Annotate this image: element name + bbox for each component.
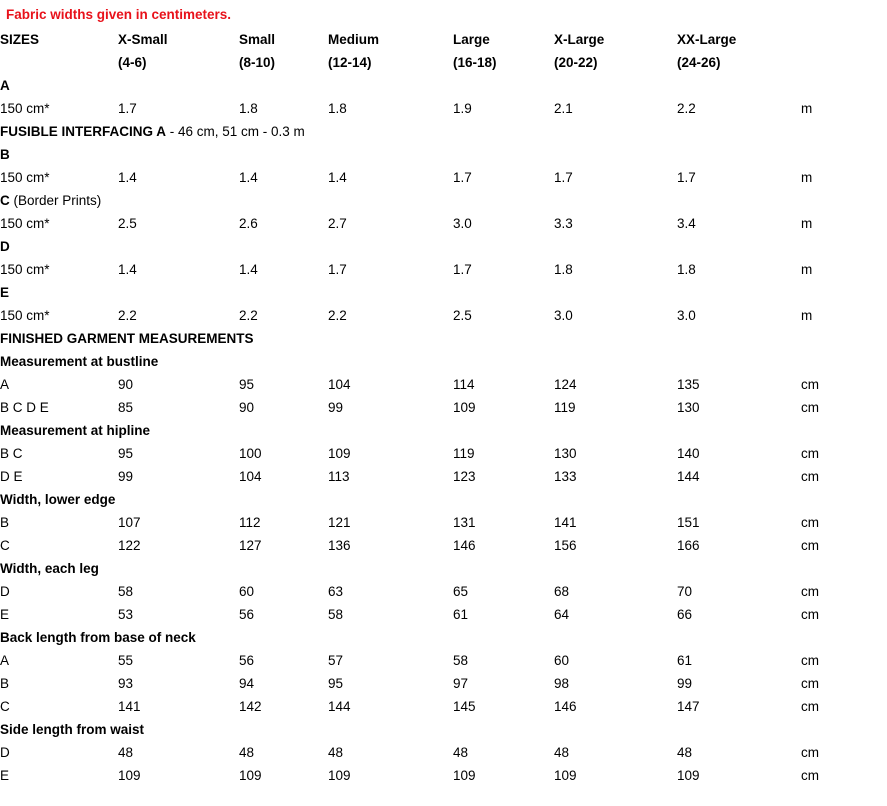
value-cell: 48: [453, 745, 469, 760]
value-cell: 3.4: [677, 216, 696, 231]
size-range: (16-18): [453, 55, 497, 70]
value-cell: 140: [677, 446, 700, 461]
row-label: C: [0, 699, 10, 714]
value-cell: 60: [239, 584, 255, 599]
table-row: [0, 764, 870, 787]
value-cell: 133: [554, 469, 577, 484]
value-cell: 1.7: [677, 170, 696, 185]
table-row: [0, 396, 870, 419]
value-cell: 1.4: [118, 170, 137, 185]
value-cell: 2.7: [328, 216, 347, 231]
value-cell: 121: [328, 515, 351, 530]
unit-cell: cm: [801, 538, 819, 553]
unit-cell: cm: [801, 469, 819, 484]
unit-cell: m: [801, 216, 813, 231]
value-cell: 95: [239, 377, 255, 392]
table-body: [0, 28, 870, 787]
value-cell: 112: [239, 515, 261, 530]
value-cell: 53: [118, 607, 134, 622]
value-cell: 3.3: [554, 216, 573, 231]
value-cell: 109: [239, 768, 262, 783]
value-cell: 56: [239, 607, 255, 622]
size-range: (20-22): [554, 55, 598, 70]
value-cell: 109: [677, 768, 700, 783]
value-cell: 65: [453, 584, 469, 599]
unit-cell: cm: [801, 653, 819, 668]
unit-cell: cm: [801, 676, 819, 691]
value-cell: 94: [239, 676, 255, 691]
unit-cell: cm: [801, 400, 819, 415]
value-cell: 1.4: [239, 262, 258, 277]
row-label: 150 cm*: [0, 170, 50, 185]
value-cell: 109: [453, 400, 476, 415]
unit-cell: m: [801, 308, 813, 323]
size-header: Small: [239, 32, 276, 47]
section-heading-label: Measurement at hipline: [0, 423, 151, 438]
table-row: [0, 534, 870, 557]
value-cell: 90: [239, 400, 255, 415]
size-header: Medium: [328, 32, 380, 47]
value-cell: 109: [328, 446, 351, 461]
unit-cell: m: [801, 101, 813, 116]
value-cell: 90: [118, 377, 134, 392]
value-cell: 1.4: [239, 170, 258, 185]
section-heading: [0, 281, 870, 304]
value-cell: 142: [239, 699, 262, 714]
unit-cell: cm: [801, 607, 819, 622]
value-cell: 100: [239, 446, 262, 461]
value-cell: 97: [453, 676, 469, 691]
value-cell: 123: [453, 469, 476, 484]
value-cell: 141: [118, 699, 141, 714]
section-heading-label: E: [0, 285, 10, 300]
table-row: [0, 212, 870, 235]
value-cell: 130: [554, 446, 577, 461]
value-cell: 60: [554, 653, 570, 668]
section-heading-label: A: [0, 78, 10, 93]
section-heading-row: [0, 189, 870, 212]
section-heading: [0, 189, 870, 212]
row-label: E: [0, 768, 10, 783]
yardage-table: [0, 28, 870, 787]
section-heading-row: [0, 718, 870, 741]
unit-cell: cm: [801, 699, 819, 714]
section-heading-row: [0, 143, 870, 166]
value-cell: 93: [118, 676, 134, 691]
section-heading-label: FUSIBLE INTERFACING A: [0, 124, 167, 139]
value-cell: 2.1: [554, 101, 573, 116]
section-heading-row: [0, 626, 870, 649]
section-heading: [0, 350, 870, 373]
row-label: A: [0, 377, 10, 392]
value-cell: 109: [328, 768, 351, 783]
value-cell: 66: [677, 607, 693, 622]
value-cell: 61: [453, 607, 469, 622]
table-row: [0, 580, 870, 603]
value-cell: 109: [453, 768, 476, 783]
value-cell: 99: [328, 400, 344, 415]
section-heading: [0, 120, 870, 143]
value-cell: 2.5: [118, 216, 137, 231]
value-cell: 1.8: [239, 101, 258, 116]
value-cell: 48: [118, 745, 134, 760]
section-heading-label: D: [0, 239, 10, 254]
value-cell: 109: [554, 768, 577, 783]
section-heading: [0, 488, 870, 511]
empty-cell: [801, 28, 870, 51]
empty-cell: [801, 51, 870, 74]
value-cell: 3.0: [554, 308, 573, 323]
table-row: [0, 649, 870, 672]
empty-cell: [0, 51, 118, 74]
value-cell: 130: [677, 400, 700, 415]
section-heading-row: [0, 350, 870, 373]
value-cell: 107: [118, 515, 141, 530]
row-label: B: [0, 515, 10, 530]
value-cell: 146: [453, 538, 476, 553]
row-label: C: [0, 538, 10, 553]
row-label: 150 cm*: [0, 308, 50, 323]
unit-cell: cm: [801, 446, 819, 461]
value-cell: 146: [554, 699, 577, 714]
table-row: [0, 304, 870, 327]
section-heading-label: FINISHED GARMENT MEASUREMENTS: [0, 331, 254, 346]
section-heading: [0, 718, 870, 741]
section-heading-row: [0, 235, 870, 258]
value-cell: 166: [677, 538, 700, 553]
section-heading-row: [0, 557, 870, 580]
section-heading-row: [0, 327, 870, 350]
value-cell: 2.2: [328, 308, 347, 323]
sizes-label: SIZES: [0, 32, 40, 47]
value-cell: 1.4: [118, 262, 137, 277]
value-cell: 2.6: [239, 216, 258, 231]
table-row: [0, 672, 870, 695]
value-cell: 127: [239, 538, 262, 553]
table-row: [0, 465, 870, 488]
section-heading-label: Width, each leg: [0, 561, 99, 576]
section-heading-row: [0, 488, 870, 511]
value-cell: 48: [239, 745, 255, 760]
value-cell: 98: [554, 676, 570, 691]
section-heading-label: B: [0, 147, 10, 162]
value-cell: 136: [328, 538, 351, 553]
unit-cell: cm: [801, 584, 819, 599]
value-cell: 113: [328, 469, 350, 484]
row-label: 150 cm*: [0, 216, 50, 231]
row-label: D E: [0, 469, 23, 484]
value-cell: 68: [554, 584, 570, 599]
size-header: Large: [453, 32, 490, 47]
value-cell: 141: [554, 515, 577, 530]
value-cell: 99: [118, 469, 134, 484]
value-cell: 135: [677, 377, 700, 392]
value-cell: 3.0: [677, 308, 696, 323]
row-label: B C: [0, 446, 23, 461]
section-heading-label: C: [0, 193, 10, 208]
section-heading-note: (Border Prints): [9, 193, 102, 208]
value-cell: 145: [453, 699, 476, 714]
unit-cell: cm: [801, 377, 819, 392]
section-heading-row: [0, 281, 870, 304]
value-cell: 114: [453, 377, 475, 392]
table-row: [0, 258, 870, 281]
value-cell: 56: [239, 653, 255, 668]
value-cell: 124: [554, 377, 577, 392]
value-cell: 99: [677, 676, 693, 691]
value-cell: 1.7: [118, 101, 137, 116]
table-row: [0, 603, 870, 626]
value-cell: 2.2: [118, 308, 137, 323]
value-cell: 3.0: [453, 216, 472, 231]
row-label: B C D E: [0, 400, 49, 415]
size-range: (24-26): [677, 55, 721, 70]
value-cell: 104: [239, 469, 262, 484]
value-cell: 1.4: [328, 170, 347, 185]
row-label: 150 cm*: [0, 262, 50, 277]
value-cell: 1.8: [328, 101, 347, 116]
value-cell: 58: [453, 653, 469, 668]
value-cell: 2.5: [453, 308, 472, 323]
section-heading: [0, 419, 870, 442]
value-cell: 85: [118, 400, 134, 415]
row-label: A: [0, 653, 10, 668]
value-cell: 151: [677, 515, 700, 530]
sizes-header-row: [0, 28, 870, 51]
value-cell: 95: [118, 446, 134, 461]
unit-cell: cm: [801, 515, 819, 530]
section-heading-row: [0, 120, 870, 143]
size-range-row: [0, 51, 870, 74]
value-cell: 57: [328, 653, 344, 668]
size-header: X-Small: [118, 32, 168, 47]
section-heading-row: [0, 419, 870, 442]
size-range: (8-10): [239, 55, 276, 70]
value-cell: 48: [328, 745, 344, 760]
row-label: 150 cm*: [0, 101, 50, 116]
section-heading-note: - 46 cm, 51 cm - 0.3 m: [166, 124, 305, 139]
value-cell: 58: [328, 607, 344, 622]
table-row: [0, 97, 870, 120]
value-cell: 1.8: [554, 262, 573, 277]
table-row: [0, 741, 870, 764]
size-range: (4-6): [118, 55, 147, 70]
value-cell: 63: [328, 584, 344, 599]
value-cell: 119: [554, 400, 576, 415]
unit-cell: cm: [801, 768, 819, 783]
row-label: D: [0, 584, 10, 599]
value-cell: 2.2: [239, 308, 258, 323]
size-range: (12-14): [328, 55, 372, 70]
table-row: [0, 442, 870, 465]
unit-cell: m: [801, 170, 813, 185]
value-cell: 147: [677, 699, 700, 714]
value-cell: 122: [118, 538, 141, 553]
value-cell: 48: [677, 745, 693, 760]
value-cell: 131: [453, 515, 476, 530]
value-cell: 1.8: [677, 262, 696, 277]
size-header: X-Large: [554, 32, 605, 47]
value-cell: 58: [118, 584, 134, 599]
value-cell: 2.2: [677, 101, 696, 116]
value-cell: 156: [554, 538, 577, 553]
unit-cell: cm: [801, 745, 819, 760]
section-heading-label: Side length from waist: [0, 722, 145, 737]
section-heading: [0, 327, 870, 350]
value-cell: 64: [554, 607, 570, 622]
value-cell: 1.7: [453, 170, 472, 185]
section-heading: [0, 235, 870, 258]
value-cell: 1.9: [453, 101, 472, 116]
section-heading-label: Measurement at bustline: [0, 354, 159, 369]
value-cell: 109: [118, 768, 141, 783]
table-row: [0, 695, 870, 718]
table-row: [0, 166, 870, 189]
value-cell: 144: [328, 699, 351, 714]
value-cell: 95: [328, 676, 344, 691]
size-header: XX-Large: [677, 32, 737, 47]
value-cell: 144: [677, 469, 700, 484]
fabric-width-note: Fabric widths given in centimeters.: [6, 7, 232, 22]
value-cell: 70: [677, 584, 693, 599]
value-cell: 119: [453, 446, 475, 461]
section-heading-label: Width, lower edge: [0, 492, 116, 507]
value-cell: 104: [328, 377, 351, 392]
value-cell: 1.7: [554, 170, 573, 185]
value-cell: 1.7: [328, 262, 347, 277]
row-label: D: [0, 745, 10, 760]
table-row: [0, 373, 870, 396]
section-heading: [0, 143, 870, 166]
section-heading: [0, 557, 870, 580]
row-label: E: [0, 607, 10, 622]
unit-cell: m: [801, 262, 813, 277]
section-heading: [0, 74, 870, 97]
value-cell: 48: [554, 745, 570, 760]
section-heading: [0, 626, 870, 649]
value-cell: 1.7: [453, 262, 472, 277]
section-heading-label: Back length from base of neck: [0, 630, 196, 645]
table-row: [0, 511, 870, 534]
value-cell: 55: [118, 653, 134, 668]
section-heading-row: [0, 74, 870, 97]
row-label: B: [0, 676, 10, 691]
value-cell: 61: [677, 653, 693, 668]
